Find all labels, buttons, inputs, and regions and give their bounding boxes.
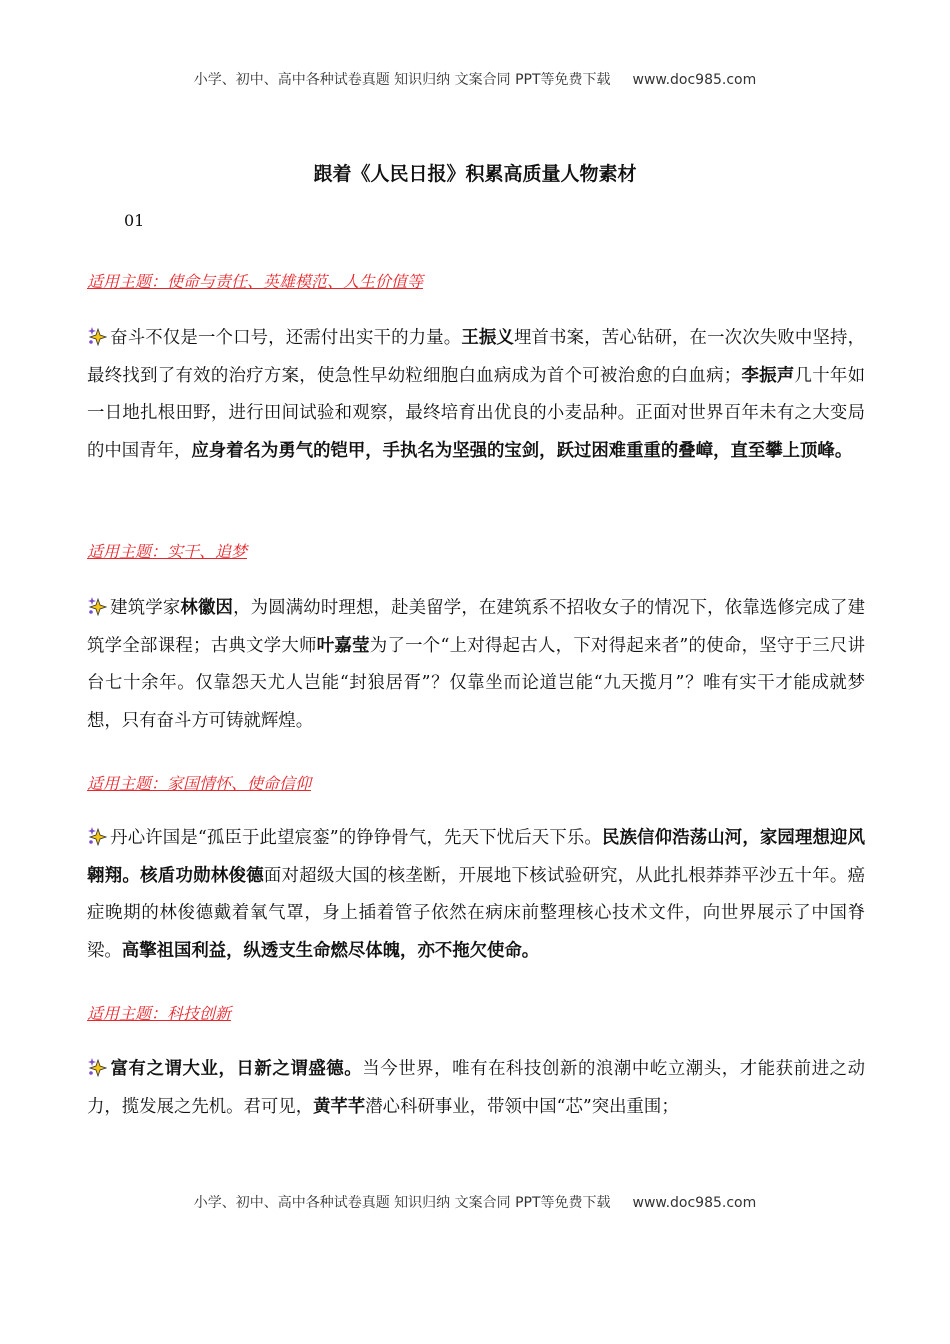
- sparkle-star-icon: [87, 1057, 107, 1077]
- theme-heading: 适用主题：家国情怀、使命信仰: [87, 774, 312, 793]
- theme-heading: 适用主题：使命与责任、英雄模范、人生价值等: [87, 272, 424, 291]
- body-text: 面对超级大国的核垄断，开展地下核试验研究，从此扎根莽莽平沙五十年。癌症晚期的林俊德戴着氧气罩，身上插着管子依然在病床前整理核心技术文件，向世界展示了中国脊梁。: [87, 865, 865, 961]
- material-paragraph: [87, 320, 865, 470]
- emphasis-text: 应身着名为勇气的铠甲，手执名为坚强的宝剑，跃过困难重重的叠嶂，直至攀上顶峰。: [191, 440, 853, 461]
- body-text: 几十年如一日地扎根田野，进行田间试验和观察，最终培育出优良的小麦品种。正面对世界百年未有之大变局的中国青年，: [87, 365, 865, 461]
- footer-site-link[interactable]: www.doc985.com: [632, 1195, 757, 1211]
- material-paragraph: [87, 820, 865, 970]
- emphasis-text: 叶嘉莹: [316, 635, 370, 656]
- material-paragraph: [87, 1051, 865, 1126]
- body-text: 埋首书案，苦心钻研，在一次次失败中坚持，最终找到了有效的治疗方案，使急性早幼粒细胞白血病成为首个可被治愈的白血病；: [87, 328, 865, 386]
- document-title: 跟着《人民日报》积累高质量人物素材: [313, 163, 637, 185]
- emphasis-text: 黄芊芊: [313, 1096, 366, 1117]
- emphasis-text: 民族信仰浩荡山河，家园理想迎风翱翔。核盾功勋林俊德: [87, 828, 865, 886]
- body-text: 潜心科研事业，带领中国“芯”突出重围；: [365, 1096, 679, 1117]
- emphasis-text: 李振声: [741, 365, 795, 386]
- emphasis-text: 高擎祖国利益，纵透支生命燃尽体魄，亦不拖欠使命。: [121, 940, 540, 961]
- header-site-link[interactable]: www.doc985.com: [632, 72, 757, 88]
- header-text: 小学、初中、高中各种试卷真题 知识归纳 文案合同 PPT等免费下载: [193, 72, 611, 88]
- running-footer: [0, 1192, 950, 1212]
- emphasis-text: 林徽因: [180, 598, 234, 618]
- body-text: 奋斗不仅是一个口号，还需付出实干的力量。: [110, 328, 462, 348]
- body-text: ，为圆满幼时理想，赴美留学，在建筑系不招收女子的情况下，依靠选修完成了建筑学全部课程；古典文学大师: [87, 598, 865, 656]
- theme-heading: 适用主题：科技创新: [87, 1004, 232, 1023]
- sparkle-star-icon: [87, 826, 107, 846]
- footer-text: 小学、初中、高中各种试卷真题 知识归纳 文案合同 PPT等免费下载: [193, 1195, 611, 1211]
- emphasis-text: 富有之谓大业，日新之谓盛德。: [110, 1059, 363, 1079]
- body-text: 当今世界，唯有在科技创新的浪潮中屹立潮头，才能获前进之动力，揽发展之先机。君可见，: [87, 1059, 865, 1117]
- sparkle-star-icon: [87, 326, 107, 346]
- body-text: 为了一个“上对得起古人，下对得起来者”的使命，坚守于三尺讲台七十余年。仅靠怨天尤人岂能“封狼居胥”？仅靠坐而论道岂能“九天揽月”？唯有实干才能成就梦想，只有奋斗方可铸就辉煌。: [87, 635, 865, 731]
- body-text: 丹心许国是“孤臣于此望宸銮”的铮铮骨气，先天下忧后天下乐。: [110, 828, 602, 848]
- section-number: 01: [124, 211, 145, 230]
- emphasis-text: 王振义: [461, 328, 514, 348]
- material-paragraph: [87, 590, 865, 740]
- running-header: [0, 69, 950, 89]
- theme-heading: 适用主题：实干、追梦: [87, 542, 248, 561]
- body-text: 建筑学家: [110, 598, 181, 618]
- sparkle-star-icon: [87, 596, 107, 616]
